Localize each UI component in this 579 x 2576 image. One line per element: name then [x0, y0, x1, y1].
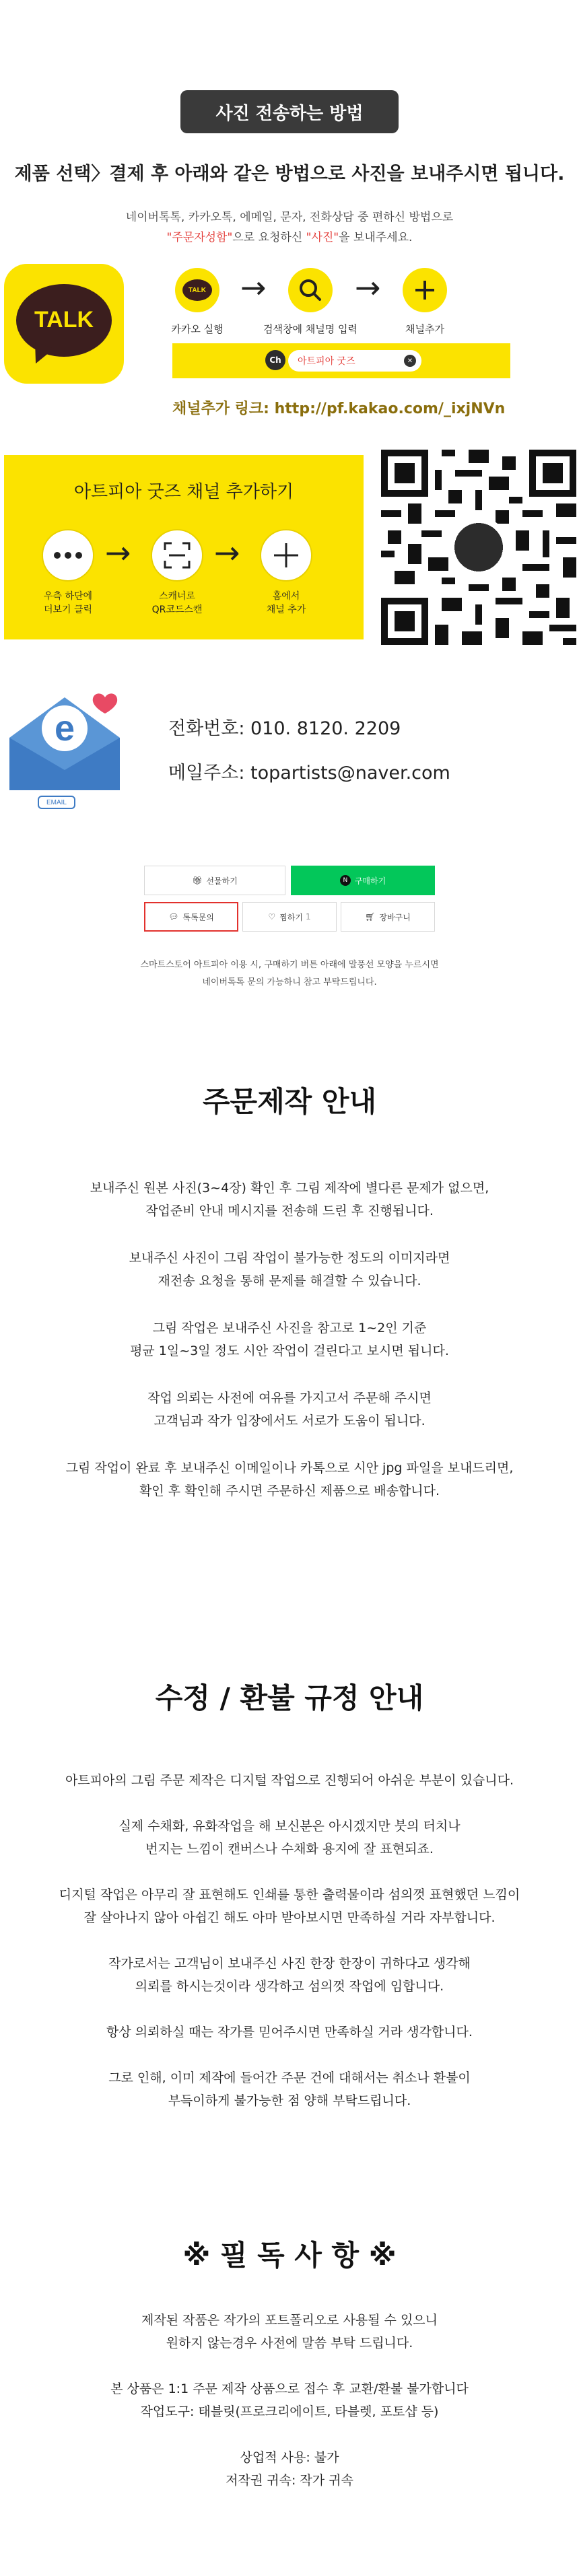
must_read-paragraph	[0, 2309, 579, 2355]
order-line: 평균 1일~3일 정도 시안 작업이 걸린다고 보시면 됩니다.	[130, 1344, 449, 1358]
plus-icon	[260, 529, 312, 582]
order-paragraph	[0, 1457, 579, 1502]
must-read-title: ※ 필 독 사 항 ※	[182, 2239, 397, 2272]
order-line: 보내주신 사진이 그림 작업이 불가능한 정도의 이미지라면	[129, 1251, 450, 1265]
channel-step3-line1: 홈에서	[272, 591, 300, 602]
step-label-search: 검색창에 채널명 입력	[263, 323, 357, 335]
highlight-photo: "사진"	[306, 231, 339, 244]
sub2-text-d: 을 보내주세요.	[339, 231, 413, 244]
kakaotalk-logo	[4, 264, 124, 384]
talk-logo-text: TALK	[34, 307, 94, 333]
magnifier-svg	[297, 277, 324, 304]
gift-icon: 🎁︎	[192, 876, 203, 885]
sub2-text-b: 으로 요청하신	[232, 231, 306, 244]
order-line: 확인 후 확인해 주시면 주문하신 제품으로 배송합니다.	[139, 1484, 440, 1498]
channel-search-input	[288, 350, 421, 372]
more-icon	[42, 529, 94, 582]
refund-paragraphs	[0, 1769, 579, 2135]
order-paragraph	[0, 1177, 579, 1222]
phone-number[interactable]: 전화번호: 010. 8120. 2209	[168, 718, 401, 739]
order-line: 그림 작업이 완료 후 보내주신 이메일이나 카톡으로 시안 jpg 파일을 보내드리면,	[65, 1461, 514, 1475]
channel-step2-line1: 스캐너로	[158, 591, 196, 602]
step-label-add: 채널추가	[405, 323, 444, 335]
wish-label: 찜하기	[279, 912, 303, 922]
must_read-paragraph	[0, 2446, 579, 2492]
wish-button[interactable]	[242, 902, 337, 932]
section-pill: 사진 전송하는 방법	[180, 90, 399, 133]
talk-inquiry-button[interactable]	[144, 902, 238, 932]
plus-svg	[271, 541, 301, 570]
scan-icon	[151, 529, 203, 582]
cart-button[interactable]	[341, 902, 435, 932]
search-icon	[288, 268, 333, 312]
refund-paragraph	[0, 2021, 579, 2044]
scanner-svg	[162, 541, 192, 570]
order-line: 그림 작업은 보내주신 사진을 참고로 1~2인 기준	[152, 1321, 427, 1335]
refund-paragraph	[0, 1952, 579, 1998]
channel-add-box	[4, 455, 364, 639]
heart-icon: ♡	[268, 912, 276, 921]
email-envelope-icon	[4, 684, 125, 805]
order-line: 고객님과 작가 입장에서도 서로가 도움이 됩니다.	[154, 1414, 425, 1428]
must_read-line: 저작권 귀속: 작가 귀속	[226, 2473, 353, 2488]
close-icon: ✕	[404, 355, 416, 367]
channel-step2-line2: QR코드스캔	[151, 604, 203, 615]
gift-label: 선물하기	[206, 876, 238, 886]
refund-line: 실제 수채화, 유화작업을 해 보신분은 아시겠지만 붓의 터치나	[118, 1819, 461, 1834]
talk-inquiry-label: 톡톡문의	[182, 912, 214, 922]
arrow-right-icon: →	[214, 534, 240, 571]
store-notice-line2: 네이버톡톡 문의 가능하니 참고 부탁드립니다.	[202, 977, 377, 987]
order-paragraph	[0, 1387, 579, 1432]
step-label-kakao: 카카오 실행	[171, 323, 224, 335]
must_read-line: 작업도구: 태블릿(프로크리에이트, 타블렛, 포토샵 등)	[140, 2404, 439, 2419]
refund-paragraph	[0, 1883, 579, 1929]
must_read-line: 본 상품은 1:1 주문 제작 상품으로 접수 후 교환/환불 불가합니다	[110, 2381, 469, 2396]
dots-svg	[53, 551, 83, 559]
mini-talk-bubble: TALK	[182, 279, 212, 301]
order-section-title: 주문제작 안내	[202, 1085, 377, 1118]
order-paragraph	[0, 1317, 579, 1362]
channel-step2-label	[127, 590, 228, 617]
cart-label: 장바구니	[379, 912, 411, 922]
buy-button[interactable]	[291, 866, 435, 895]
refund-line: 아트피아의 그림 주문 제작은 디지털 작업으로 진행되어 아쉬운 부분이 있습니다.	[65, 1773, 514, 1788]
channel-step3-label	[236, 590, 337, 617]
refund-line: 부득이하게 불가능한 점 양해 부탁드립니다.	[168, 2093, 411, 2108]
svg-text:e: e	[54, 708, 75, 749]
kakao-talk-icon	[175, 268, 219, 312]
channel-step1-line1: 우측 하단에	[43, 591, 93, 602]
refund-line: 의뢰를 하시는것이라 생각하고 섬의껏 작업에 임합니다.	[135, 1979, 444, 1994]
refund-line: 디지털 작업은 아무리 잘 표현해도 인쇄를 통한 출력물이라 섬의껏 표현했던 느낌이	[59, 1887, 520, 1902]
order-line: 작업준비 안내 메시지를 전송해 드린 후 진행됩니다.	[145, 1204, 434, 1218]
refund-line: 작가로서는 고객님이 보내주신 사진 한장 한장이 귀하다고 생각해	[108, 1956, 471, 1971]
speech-bubble-icon: 💬︎	[168, 912, 179, 921]
order-line: 보내주신 원본 사진(3~4장) 확인 후 그림 제작에 별다른 문제가 없으면,	[90, 1181, 489, 1195]
arrow-right-icon: →	[105, 534, 131, 571]
channel-add-title: 아트피아 굿즈 채널 추가하기	[73, 482, 294, 502]
order-paragraph	[0, 1247, 579, 1292]
refund-line: 그로 인해, 이미 제작에 들어간 주문 건에 대해서는 취소나 환불이	[108, 2070, 471, 2085]
store-notice-line1: 스마트스토어 아트피아 이용 시, 구매하기 버튼 아래에 말풍선 모양을 누르시면	[140, 960, 439, 970]
must_read-line: 상업적 사용: 불가	[240, 2450, 339, 2465]
refund-paragraph	[0, 2066, 579, 2112]
order-line: 작업 의뢰는 사전에 여유를 가지고서 주문해 주시면	[147, 1391, 432, 1405]
must_read-line: 제작된 작품은 작가의 포트폴리오로 사용될 수 있으니	[141, 2313, 438, 2328]
refund-section-title: 수정 / 환불 규정 안내	[155, 1681, 424, 1714]
order-paragraphs	[0, 1177, 579, 1527]
naver-pay-icon: N	[340, 875, 351, 886]
qr-code-image[interactable]	[381, 450, 576, 645]
highlight-name: "주문자성함"	[166, 231, 233, 244]
how-to-sub2	[0, 228, 579, 248]
channel-add-link[interactable]: 채널추가 링크: http://pf.kakao.com/_ixjNVn	[172, 401, 506, 417]
refund-line: 잘 살아나지 않아 아쉽긴 해도 아마 받아보시면 만족하실 거라 자부합니다.	[83, 1910, 496, 1925]
email-badge: EMAIL	[38, 796, 75, 809]
must_read-line: 원하지 않는경우 사전에 말씀 부탁 드립니다.	[166, 2336, 413, 2351]
gift-button[interactable]	[144, 866, 285, 895]
channel-step1-line2: 더보기 클릭	[43, 604, 93, 615]
arrow-right-icon: →	[355, 269, 381, 306]
order-line: 재전송 요청을 통해 문제를 해결할 수 있습니다.	[158, 1274, 421, 1288]
refund-paragraph	[0, 1815, 579, 1860]
channel-ch-icon: Ch	[265, 350, 285, 370]
email-address[interactable]: 메일주소: topartists@naver.com	[168, 763, 450, 784]
channel-search-text: 아트피아 굿즈	[298, 356, 355, 367]
must_read-paragraph	[0, 2377, 579, 2423]
plus-svg	[411, 277, 438, 304]
how-to-sub1: 네이버톡톡, 카카오톡, 에메일, 문자, 전화상담 중 편하신 방법으로	[125, 211, 454, 224]
buy-label: 구매하기	[354, 876, 386, 886]
channel-step3-line2: 채널 추가	[266, 604, 306, 615]
refund-paragraph	[0, 1769, 579, 1792]
must-read-paragraphs	[0, 2309, 579, 2515]
refund-line: 번지는 느낌이 캔버스나 수채화 용지에 잘 표현되죠.	[145, 1842, 434, 1856]
arrow-right-icon: →	[240, 269, 267, 306]
plus-icon	[403, 268, 447, 312]
wish-count: 1	[305, 912, 311, 921]
refund-line: 항상 의뢰하실 때는 작가를 믿어주시면 만족하실 거라 생각합니다.	[106, 2025, 473, 2040]
how-to-heading: 제품 선택〉결제 후 아래와 같은 방법으로 사진을 보내주시면 됩니다.	[14, 164, 565, 184]
channel-search-bar	[172, 343, 510, 378]
channel-step1-label	[18, 590, 118, 617]
cart-icon: 🛒︎	[365, 912, 376, 921]
